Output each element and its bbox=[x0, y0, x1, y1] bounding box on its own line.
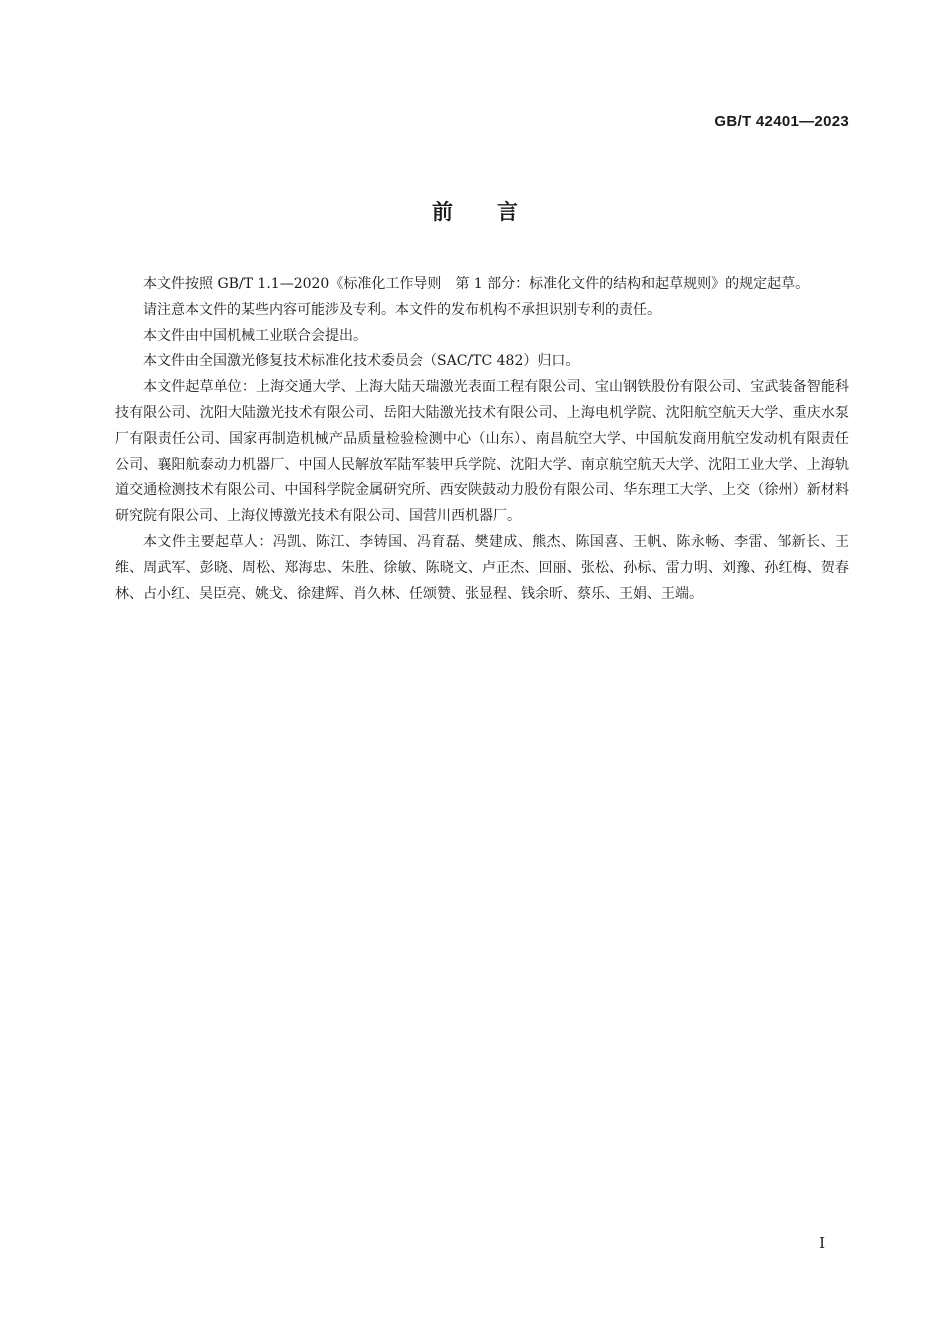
document-body bbox=[115, 272, 849, 607]
paragraph-drafting-units: 本文件起草单位：上海交通大学、上海大陆天瑞激光表面工程有限公司、宝山钢铁股份有限公司、宝武装备智能科技有限公司、沈阳大陆激光技术有限公司、岳阳大陆激光技术有限公司、上海电机学院、沈阳航空航天大学、重庆水泵厂有限责任公司、国家再制造机械产品质量检验检测中心（山东）、南昌航空大学、中国航发商用航空发动机有限责任公司、襄阳航泰动力机器厂、中国人民解放军陆军装甲兵学院、沈阳大学、南京航空航天大学、沈阳工业大学、上海轨道交通检测技术有限公司、中国科学院金属研究所、西安陕鼓动力股份有限公司、华东理工大学、上交（徐州）新材料研究院有限公司、上海仪博激光技术有限公司、国营川西机器厂。 bbox=[115, 379, 849, 525]
page-title: 前言 bbox=[432, 200, 562, 224]
page-number: I bbox=[819, 1234, 825, 1252]
paragraph-patent-notice: 请注意本文件的某些内容可能涉及专利。本文件的发布机构不承担识别专利的责任。 bbox=[143, 301, 661, 318]
paragraph-drafting-rules: 本文件按照 GB/T 1.1—2020《标准化工作导则 第 1 部分：标准化文件的结构和起草规则》的规定起草。 bbox=[143, 276, 810, 292]
paragraph-proposer: 本文件由中国机械工业联合会提出。 bbox=[143, 327, 367, 344]
paragraph-technical-committee: 本文件由全国激光修复技术标准化技术委员会（SAC/TC 482）归口。 bbox=[143, 353, 580, 370]
paragraph-drafters: 本文件主要起草人：冯凯、陈江、李铸国、冯育磊、樊建成、熊杰、陈国喜、王帆、陈永畅、李雷、邹新长、王维、周武军、彭晓、周松、郑海忠、朱胜、徐敏、陈晓文、卢正杰、回丽、张松、孙标、雷力明、刘豫、孙红梅、贺春林、占小红、吴臣亮、姚戈、徐建辉、肖久林、任颂赞、张显程、钱余昕、蔡乐、王娟、王端。 bbox=[115, 533, 849, 602]
document-code: GB/T 42401—2023 bbox=[714, 113, 849, 130]
